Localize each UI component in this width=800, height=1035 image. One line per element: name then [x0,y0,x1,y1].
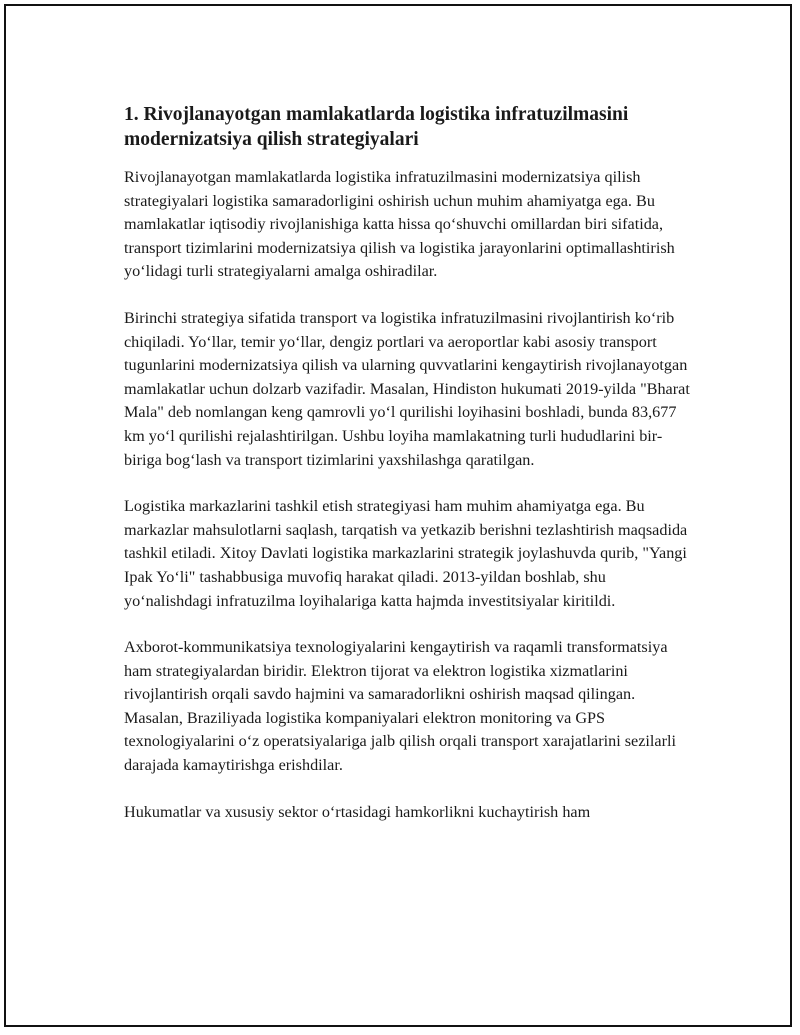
paragraph-transport-infrastructure: Birinchi strategiya sifatida transport va logistika infratuzilmasini rivojlantirish ko‘rib chiqiladi. Yo‘llar, temir yo‘llar, dengiz portlari va aeroportlar kabi asosiy transport tugunlarini modernizatsiya qilish va ularning quvvatlarini kengaytirish rivojlanayotgan mamlakatlar uchun dolzarb vazifadir. Masalan, Hindiston hukumati 2019-yilda "Bharat Mala" deb nomlangan keng qamrovli yo‘l qurilishi loyihasini boshladi, bunda 83,677 km yo‘l qurilishi rejalashtirilgan. Ushbu loyiha mamlakatning turli hududlarini bir-biriga bog‘lash va transport tizimlarini yaxshilashga qaratilgan. [124,308,690,469]
paragraph-public-private-partnership: Hukumatlar va xususiy sektor o‘rtasidagi hamkorlikni kuchaytirish ham [124,802,591,821]
paragraph-digital-transformation: Axborot-kommunikatsiya texnologiyalarini kengaytirish va raqamli transformatsiya ham strategiyalardan biridir. Elektron tijorat va elektron logistika xizmatlarini rivojlantirish orqali savdo hajmini va samaradorlikni oshirish maqsad qilingan. Masalan, Braziliyada logistika kompaniyalari elektron monitoring va GPS texnologiyalarini o‘z operatsiyalariga jalb qilish orqali transport xarajatlarini sezilarli darajada kamaytirishga erishdilar. [124,638,676,775]
paragraph-intro: Rivojlanayotgan mamlakatlarda logistika infratuzilmasini modernizatsiya qilish strategiyalari logistika samaradorligini oshirish uchun muhim ahamiyatga ega. Bu mamlakatlar iqtisodiy rivojlanishiga katta hissa qo‘shuvchi omillardan biri sifatida, transport tizimlarini modernizatsiya qilish va logistika jarayonlarini optimallashtirish yo‘lidagi turli strategiyalarni amalga oshiradilar. [124,168,675,281]
page-frame [4,4,792,1027]
paragraph-logistics-centers: Logistika markazlarini tashkil etish strategiyasi ham muhim ahamiyatga ega. Bu markazlar mahsulotlarni saqlash, tarqatish va yetkazib berishni tezlashtirish maqsadida tashkil etiladi. Xitoy Davlati logistika markazlarini strategik joylashuvda qurib, "Yangi Ipak Yo‘li" tashabbusiga muvofiq harakat qiladi. 2013-yildan boshlab, shu yo‘nalishdagi infratuzilma loyihalariga katta hajmda investitsiyalar kiritildi. [124,497,688,610]
section-heading: 1. Rivojlanayotgan mamlakatlarda logistika infratuzilmasini modernizatsiya qilish strategiyalari [124,104,629,150]
document-body [124,102,696,847]
